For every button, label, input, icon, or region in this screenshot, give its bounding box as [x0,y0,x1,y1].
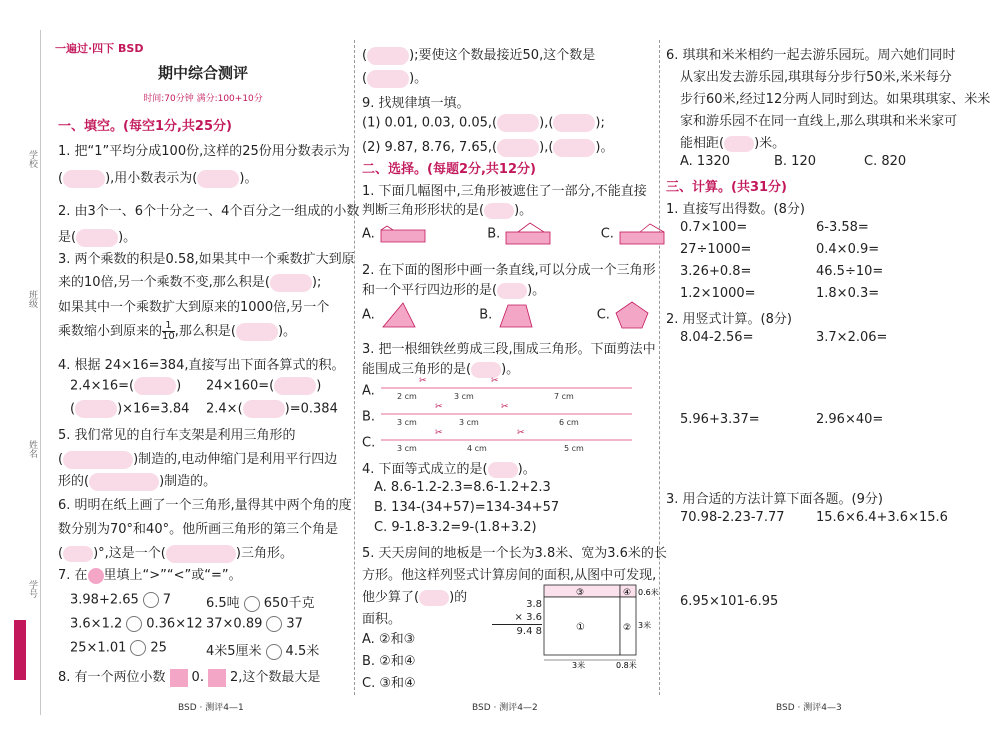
question-6-cont: 数分别为70°和40°。他所画三角形的第三个角是 [58,522,339,537]
segment-length: 3 cm [453,392,474,401]
calc-line: × 3.6 [492,611,542,625]
choice-option: B. 120 [774,154,816,169]
question-text: 3.6×1.2 [70,616,123,632]
question-6-c3: 6. 琪琪和米米相约一起去游乐园玩。周六她们同时 [666,48,956,63]
calc-item: 1.2×1000= [680,286,756,301]
calc-item: 0.4×0.9= [816,242,880,257]
question-text: 判断三角形形状的是 [362,203,480,218]
choice-5-option: C. ③和④ [362,676,416,691]
scissors-icon: ✂ [418,376,427,386]
answer-blank[interactable] [243,400,285,418]
question-text: 25×1.01 [70,640,127,656]
region-label: ② [623,623,632,633]
answer-blank[interactable] [419,590,449,606]
question-text: 。 [123,230,137,245]
triangle-shape-icon [379,301,419,329]
question-text: 制造的。 [164,474,217,489]
question-text: 米。 [759,136,786,151]
question-text: 25 [150,640,167,656]
question-text: 7. 在 [58,568,88,583]
choice-1: 1. 下面几幅图中,三角形被遮住了一部分,不能直接 [362,184,647,199]
fraction-denominator: 10 [162,331,175,342]
question-4-row: 24×160=( ) [206,378,322,394]
answer-blank[interactable] [497,283,527,299]
question-text: 。 [283,324,297,339]
calc-item: 3.26+0.8= [680,264,752,279]
binding-strip [0,0,46,735]
wire-option-c [362,428,634,454]
question-text: ,用小数表示为 [110,171,193,186]
page-footer: BSD · 测评4—3 [776,703,842,713]
column-2 [362,0,667,735]
compare-circle[interactable] [266,644,282,660]
calc-part-1: 1. 直接写出得数。(8分) [666,202,805,217]
answer-blank[interactable] [63,546,93,562]
choice-5-option: A. ②和③ [362,632,416,647]
hidden-triangle-a-icon [379,224,427,244]
question-text: 。 [506,362,520,377]
question-text: , [544,115,549,131]
scissors-icon: ✂ [517,428,525,438]
wire-a-diagram [379,376,634,402]
question-4: 4. 根据 24×16=384,直接写出下面各算式的积。 [58,358,345,373]
question-3-cont: 来的10倍,另一个乘数不变,那么积是( ); [58,275,322,290]
question-text: 他少算了 [362,590,415,605]
calc-item: 5.96+3.37= [680,412,760,427]
question-text: ; [316,275,322,290]
answer-blank[interactable] [367,70,409,88]
compare-row [70,592,171,608]
answer-blank[interactable] [497,139,539,157]
dimension-label: 0.6米 [638,588,659,597]
region-label: ④ [623,588,632,598]
calc-item: 3.7×2.06= [816,330,888,345]
answer-blank[interactable] [166,545,236,563]
question-6-cont: ( )°,这是一个( )三角形。 [58,546,293,561]
segment-length: 6 cm [559,418,580,427]
section-fill-blank: 一、填空。(每空1分,共25分) [58,119,232,134]
compare-circle[interactable] [126,616,142,632]
question-text: 。 [600,140,614,155]
section-choice: 二、选择。(每题2分,共12分) [362,162,536,177]
hidden-triangle-b-icon [504,222,552,246]
question-6-cont: 从家出发去游乐园,琪琪每分步行50米,米米每分 [680,70,952,85]
question-text: 里填上“>”“<”或“=”。 [103,568,242,583]
question-text: 能围成三角形的是 [362,362,467,377]
binding-line [40,30,41,715]
calc-item: 6-3.58= [816,220,869,235]
fraction-numerator: 1 [162,321,175,332]
question-text: 是 [58,230,72,245]
column-3 [666,0,991,735]
choice-5-option: B. ②和④ [362,654,416,669]
calc-item: 70.98-2.23-7.77 [680,510,785,525]
column-1 [58,0,360,735]
choice-4-option: C. 9-1.8-3.2=9-(1.8+3.2) [374,520,537,535]
question-5-cont: ( )制造的,电动伸缩门是利用平行四边 [58,452,338,467]
compare-row [206,616,303,632]
option-label: C. [362,435,376,451]
answer-blank[interactable] [197,170,239,188]
question-3-cont: 乘数缩小到原来的 $\frac{1}{10}$ ,那么积是( )。 [58,320,297,342]
choice-2: 2. 在下面的图形中画一条直线,可以分成一个三角形 [362,263,656,278]
scissors-icon: ✂ [435,402,443,412]
question-text: 0.36×12 [146,616,203,632]
pattern-row: (1) 0.01, 0.03, 0.05,( ),( ); [362,115,605,131]
answer-blank[interactable] [89,473,159,491]
question-5-cont: 形的( )制造的。 [58,474,217,489]
question-6-cont: 步行60米,经过12分两人同时到达。如果琪琪家、米米 [680,92,991,107]
choice-3-cont: 能围成三角形的是( )。 [362,362,520,377]
question-text: ,那么积是 [174,324,231,339]
section-calc: 三、计算。(共31分) [666,180,787,195]
answer-blank[interactable] [236,323,278,341]
name-label: 姓名 [27,440,37,458]
digit-box[interactable] [208,669,226,687]
answer-blank[interactable] [497,114,539,132]
question-text: 0. [191,670,204,685]
segment-length: 5 cm [564,444,585,453]
answer-blank[interactable] [484,203,514,219]
pentagon-shape-icon [614,300,650,330]
answer-blank[interactable] [274,377,316,395]
option-label: A. [362,226,375,242]
question-text: 。 [414,71,428,86]
segment-length: 3 cm [397,444,418,453]
question-4-row: 2.4×16=( ) [70,378,182,394]
question-text: 制造的,电动伸缩门是利用平行四边 [138,452,338,467]
question-9: 9. 找规律填一填。 [362,96,470,111]
question-text: 。 [244,171,258,186]
page-footer: BSD · 测评4—2 [472,703,538,713]
question-text: 2,这个数最大是 [229,670,321,685]
compare-circle[interactable] [244,596,260,612]
option-label: C. [600,226,614,242]
choice-2-options [362,300,650,330]
calc-item: 1.8×0.3= [816,286,880,301]
choice-1-cont: 判断三角形形状的是( )。 [362,203,533,218]
choice-4-option: B. 134-(34+57)=134-34+57 [374,500,560,515]
choice-option: C. 820 [864,154,907,169]
question-text: 37 [286,616,303,632]
column-divider [659,40,660,695]
choice-3: 3. 把一根细铁丝剪成三段,围成三角形。下面剪法中 [362,342,656,357]
answer-blank[interactable] [553,139,595,157]
dimension-label: 0.8米 [616,661,637,670]
segment-length: 3 cm [397,418,418,427]
answer-blank[interactable] [488,462,518,478]
column-divider [354,40,355,695]
question-1-cont: ( ),用小数表示为( )。 [58,171,258,186]
brand-tab [14,620,26,680]
calc-item: 46.5÷10= [816,264,884,279]
exam-info: 时间:70分钟 满分:100+10分 [143,94,263,104]
compare-row [206,640,319,660]
question-6-cont: 家和游乐园不在同一直线上,那么琪琪和米米家可 [680,114,958,129]
question-text: °,这是一个 [98,546,161,561]
question-text: 。 [532,283,546,298]
answer-blank[interactable] [724,136,754,152]
option-label: B. [487,226,501,242]
answer-blank[interactable] [367,47,409,65]
calc-item: 0.7×100= [680,220,748,235]
question-6: 6. 明明在纸上画了一个三角形,量得其中两个角的度 [58,498,352,513]
question-8-cont: ( );要使这个数最接近50,这个数是 [362,48,596,63]
scissors-icon: ✂ [501,402,509,412]
segment-length: 2 cm [396,392,417,401]
compare-circle[interactable] [130,640,146,656]
pattern-row: (2) 9.87, 8.76, 7.65,( ),( )。 [362,140,614,155]
choice-5: 5. 天天房间的地板是一个长为3.8米、宽为3.6米的长 [362,546,667,561]
compare-row [70,616,203,632]
question-text: ; [600,115,605,131]
segment-length: 7 cm [553,392,574,401]
question-text: 37×0.89 [206,616,263,632]
calc-item: 15.6×6.4+3.6×15.6 [816,510,948,525]
calc-part-3: 3. 用合适的方法计算下面各题。(9分) [666,492,883,507]
question-3-cont: 如果其中一个乘数扩大到原来的1000倍,另一个 [58,300,330,315]
option-label: B. [479,307,493,323]
pink-circle-icon [88,568,104,584]
wire-option-b [362,402,634,428]
question-2-cont: 是( )。 [58,230,137,245]
choice-option: A. 1320 [680,154,731,169]
question-8 [58,666,320,687]
choice-4: 4. 下面等式成立的是( )。 [362,462,536,477]
question-text: 。 [522,462,536,477]
calc-line: 9.4 8 [516,626,542,637]
question-4-row: ( )×16=3.84 [70,401,190,417]
question-text: 1. 把“1”平均分成100份,这样的25份用分数表示为 [58,144,350,159]
segment-length: 4 cm [467,444,488,453]
scissors-icon: ✂ [435,428,443,438]
wire-option-a [362,376,634,402]
calc-item: 6.95×101-6.95 [680,594,779,609]
answer-blank[interactable] [75,400,117,418]
question-text: 的 [454,590,468,605]
hidden-triangle-c-icon [618,222,666,246]
question-text: 形的 [58,474,85,489]
question-text: 4米5厘米 [206,644,262,659]
question-text: ;要使这个数最接近50,这个数是 [414,48,596,63]
answer-blank[interactable] [134,377,176,395]
question-6-cont: 能相距( )米。 [680,136,786,151]
choice-1-options [362,222,666,246]
answer-blank[interactable] [76,229,118,247]
option-label: C. [596,307,610,323]
vertical-calc [492,598,542,638]
calc-part-2: 2. 用竖式计算。(8分) [666,312,792,327]
question-text: =0.384 [289,401,338,417]
question-text: 7 [162,592,172,608]
compare-circle[interactable] [266,616,282,632]
choice-5-cont: 方形。他这样列竖式计算房间的面积,从图中可发现, [362,568,657,583]
option-label: A. [362,307,375,323]
compare-circle[interactable] [143,592,159,608]
class-label: 班级 [27,290,37,308]
page-footer: BSD · 测评4—1 [178,703,244,713]
question-text: , [544,140,549,155]
question-text: (1) 0.01, 0.03, 0.05, [362,115,493,131]
question-text: 2.4× [206,401,238,417]
question-text: 来的10倍,另一个乘数不变,那么积是 [58,275,265,290]
choice-5-cont: 他少算了( )的 [362,590,468,605]
segment-length: 3 cm [459,418,480,427]
region-label: ③ [576,588,585,598]
digit-box[interactable] [170,669,188,687]
answer-blank[interactable] [63,451,133,469]
question-text: 24×160= [206,378,270,394]
option-label: A. [362,383,375,399]
fraction [162,321,175,342]
question-text: 4.5米 [285,644,320,659]
choice-4-option: A. 8.6-1.2-2.3=8.6-1.2+2.3 [374,480,551,495]
question-text: 和一个平行四边形的是 [362,283,493,298]
question-text: 3.98+2.65 [70,592,139,608]
question-text: 8. 有一个两位小数 [58,670,166,685]
calc-line: 3.8 [526,599,542,610]
question-text: (2) 9.87, 8.76, 7.65, [362,140,493,155]
question-text: 650千克 [263,596,315,611]
floor-area-diagram [542,582,659,672]
question-text: 2.4×16= [70,378,130,394]
dimension-label: 3米 [638,621,652,630]
answer-blank[interactable] [553,114,595,132]
region-label: ① [576,622,585,633]
wire-b-diagram [379,402,634,428]
scissors-icon: ✂ [490,376,499,386]
question-text: 三角形。 [240,546,293,561]
calc-item: 2.96×40= [816,412,884,427]
page-title: 期中综合测评 [157,64,248,82]
school-label: 学校 [27,150,37,168]
question-3: 3. 两个乘数的积是0.58,如果其中一个乘数扩大到原 [58,252,355,267]
question-8-cont: ( )。 [362,71,428,86]
question-text: 4. 下面等式成立的是 [362,462,483,477]
compare-row [70,640,167,656]
question-4-row: 2.4×( )=0.384 [206,401,338,417]
calc-item: 27÷1000= [680,242,752,257]
question-2: 2. 由3个一、6个十分之一、4个百分之一组成的小数 [58,204,360,219]
question-text: 6.5吨 [206,596,240,611]
question-text: ×16=3.84 [122,401,190,417]
calc-item: 8.04-2.56= [680,330,754,345]
trapezoid-shape-icon [496,301,536,329]
dimension-label: 3米 [572,661,586,670]
question-text: 。 [519,203,533,218]
question-text: 能相距 [680,136,720,151]
choice-2-cont: 和一个平行四边形的是( )。 [362,283,546,298]
compare-row [206,592,315,612]
choice-5-cont: 面积。 [362,612,402,627]
answer-blank[interactable] [270,274,312,292]
answer-blank[interactable] [63,170,105,188]
question-text: 乘数缩小到原来的 [58,324,163,339]
option-label: B. [362,409,376,425]
question-7 [58,564,242,584]
question-1 [58,140,350,159]
number-label: 学号 [27,580,37,598]
wire-c-diagram [379,428,634,454]
brand-logo: 一遍过·四下 BSD [55,42,144,55]
question-5: 5. 我们常见的自行车支架是利用三角形的 [58,428,296,443]
